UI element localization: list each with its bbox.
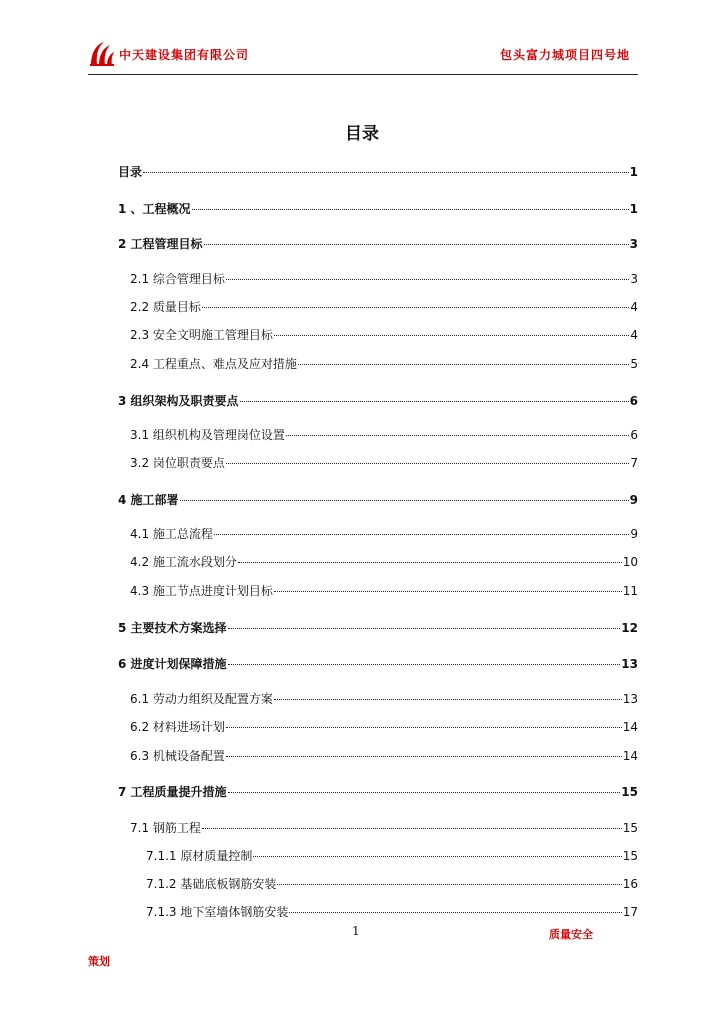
toc-entry-page: 4	[630, 328, 638, 342]
toc-entry[interactable]	[130, 354, 638, 374]
toc-entry[interactable]	[118, 618, 638, 638]
toc-entry-page: 11	[622, 584, 638, 598]
toc-dot-leader	[286, 425, 629, 436]
toc-entry-page: 3	[629, 237, 638, 251]
toc-dot-leader	[214, 524, 629, 535]
toc-entry-label: 5 主要技术方案选择	[118, 621, 227, 635]
page-title: 目录	[345, 124, 379, 144]
toc-entry-page: 1	[629, 165, 638, 179]
toc-entry-label: 2.1 综合管理目标	[130, 272, 225, 286]
toc-entry[interactable]	[130, 524, 638, 544]
toc-entry-page: 15	[621, 785, 638, 799]
toc-entry-page: 9	[629, 493, 638, 507]
toc-entry[interactable]	[130, 746, 638, 766]
toc-entry-label: 6 进度计划保障措施	[118, 657, 227, 671]
toc-entry-label: 1 、工程概况	[118, 202, 191, 216]
toc-dot-leader	[204, 234, 629, 245]
page-header	[88, 40, 638, 75]
toc-entry-label: 2.4 工程重点、难点及应对措施	[130, 357, 297, 371]
toc-entry-label: 2.2 质量目标	[130, 300, 201, 314]
toc-entry-label: 7.1.1 原材质量控制	[146, 849, 253, 863]
toc-entry-label: 4 施工部署	[118, 493, 179, 507]
toc-entry-label: 3.1 组织机构及管理岗位设置	[130, 428, 285, 442]
company-logo-icon	[88, 40, 116, 68]
toc-entry-page: 13	[622, 692, 638, 706]
toc-entry-page: 13	[621, 657, 638, 671]
project-name: 包头富力城项目四号地	[499, 48, 630, 62]
toc-dot-leader	[228, 654, 621, 665]
footer-right-text: 质量安全	[549, 928, 593, 941]
toc-entry[interactable]	[146, 874, 638, 894]
toc-entry[interactable]	[130, 552, 638, 572]
toc-dot-leader	[274, 325, 629, 336]
toc-entry-label: 6.1 劳动力组织及配置方案	[130, 692, 273, 706]
toc-entry-page: 5	[630, 357, 638, 371]
toc-dot-leader	[228, 782, 621, 793]
toc-entry-label: 7.1.2 基础底板钢筋安装	[146, 877, 277, 891]
toc-entry[interactable]	[130, 425, 638, 445]
page-number: 1	[352, 924, 360, 938]
toc-entry-label: 4.3 施工节点进度计划目标	[130, 584, 273, 598]
toc-entry[interactable]	[130, 717, 638, 737]
toc-entry[interactable]	[130, 818, 638, 838]
toc-dot-leader	[274, 689, 622, 700]
toc-dot-leader	[238, 552, 622, 563]
toc-dot-leader	[226, 269, 629, 280]
toc-entry[interactable]	[118, 234, 638, 254]
toc-entry-page: 3	[630, 272, 638, 286]
toc-entry[interactable]	[130, 453, 638, 473]
toc-entry[interactable]	[130, 325, 638, 345]
toc-entry-page: 6	[629, 394, 638, 408]
toc-entry-label: 2.3 安全文明施工管理目标	[130, 328, 273, 342]
toc-entry-label: 2 工程管理目标	[118, 237, 203, 251]
toc-dot-leader	[226, 453, 629, 464]
toc-entry-page: 4	[630, 300, 638, 314]
toc-entry[interactable]	[118, 782, 638, 802]
toc-entry-page: 17	[622, 905, 638, 919]
toc-entry[interactable]	[130, 581, 638, 601]
toc-entry-page: 14	[622, 720, 638, 734]
toc-entry[interactable]	[118, 654, 638, 674]
toc-dot-leader	[226, 746, 622, 757]
toc-dot-leader	[274, 581, 622, 592]
toc-entry-page: 15	[622, 849, 638, 863]
toc-dot-leader	[289, 902, 621, 913]
toc-entry-page: 6	[630, 428, 638, 442]
toc-dot-leader	[228, 618, 621, 629]
toc-dot-leader	[180, 490, 629, 501]
toc-entry-label: 4.2 施工流水段划分	[130, 555, 237, 569]
toc-entry-label: 目录	[118, 165, 143, 179]
toc-entry[interactable]	[118, 391, 638, 411]
toc-entry-page: 14	[622, 749, 638, 763]
toc-entry-label: 3 组织架构及职责要点	[118, 394, 239, 408]
toc-entry-label: 7.1 钢筋工程	[130, 821, 201, 835]
toc-dot-leader	[202, 818, 622, 829]
toc-dot-leader	[277, 874, 621, 885]
toc-entry-label: 7 工程质量提升措施	[118, 785, 227, 799]
toc-entry-label: 6.3 机械设备配置	[130, 749, 225, 763]
toc-entry-page: 16	[622, 877, 638, 891]
toc-entry-label: 3.2 岗位职责要点	[130, 456, 225, 470]
toc-entry-page: 9	[630, 527, 638, 541]
toc-entry-page: 7	[630, 456, 638, 470]
toc-dot-leader	[143, 162, 629, 173]
toc-entry[interactable]	[118, 199, 638, 219]
toc-dot-leader	[226, 717, 622, 728]
toc-dot-leader	[202, 297, 629, 308]
toc-dot-leader	[253, 846, 621, 857]
toc-entry-page: 10	[622, 555, 638, 569]
toc-entry[interactable]	[130, 269, 638, 289]
toc-entry-label: 4.1 施工总流程	[130, 527, 213, 541]
toc-entry[interactable]	[118, 162, 638, 182]
toc-entry[interactable]	[146, 846, 638, 866]
toc-entry[interactable]	[146, 902, 638, 922]
footer-left-text: 策划	[88, 955, 110, 968]
toc-entry[interactable]	[130, 689, 638, 709]
toc-entry[interactable]	[130, 297, 638, 317]
toc-entry-label: 7.1.3 地下室墙体钢筋安装	[146, 905, 289, 919]
toc-entry-page: 15	[622, 821, 638, 835]
company-name: 中天建设集团有限公司	[119, 48, 250, 62]
toc-dot-leader	[240, 391, 629, 402]
toc-entry[interactable]	[118, 490, 638, 510]
toc-dot-leader	[192, 199, 629, 210]
toc-dot-leader	[298, 354, 629, 365]
toc-entry-label: 6.2 材料进场计划	[130, 720, 225, 734]
toc-entry-page: 1	[629, 202, 638, 216]
toc-entry-page: 12	[621, 621, 638, 635]
